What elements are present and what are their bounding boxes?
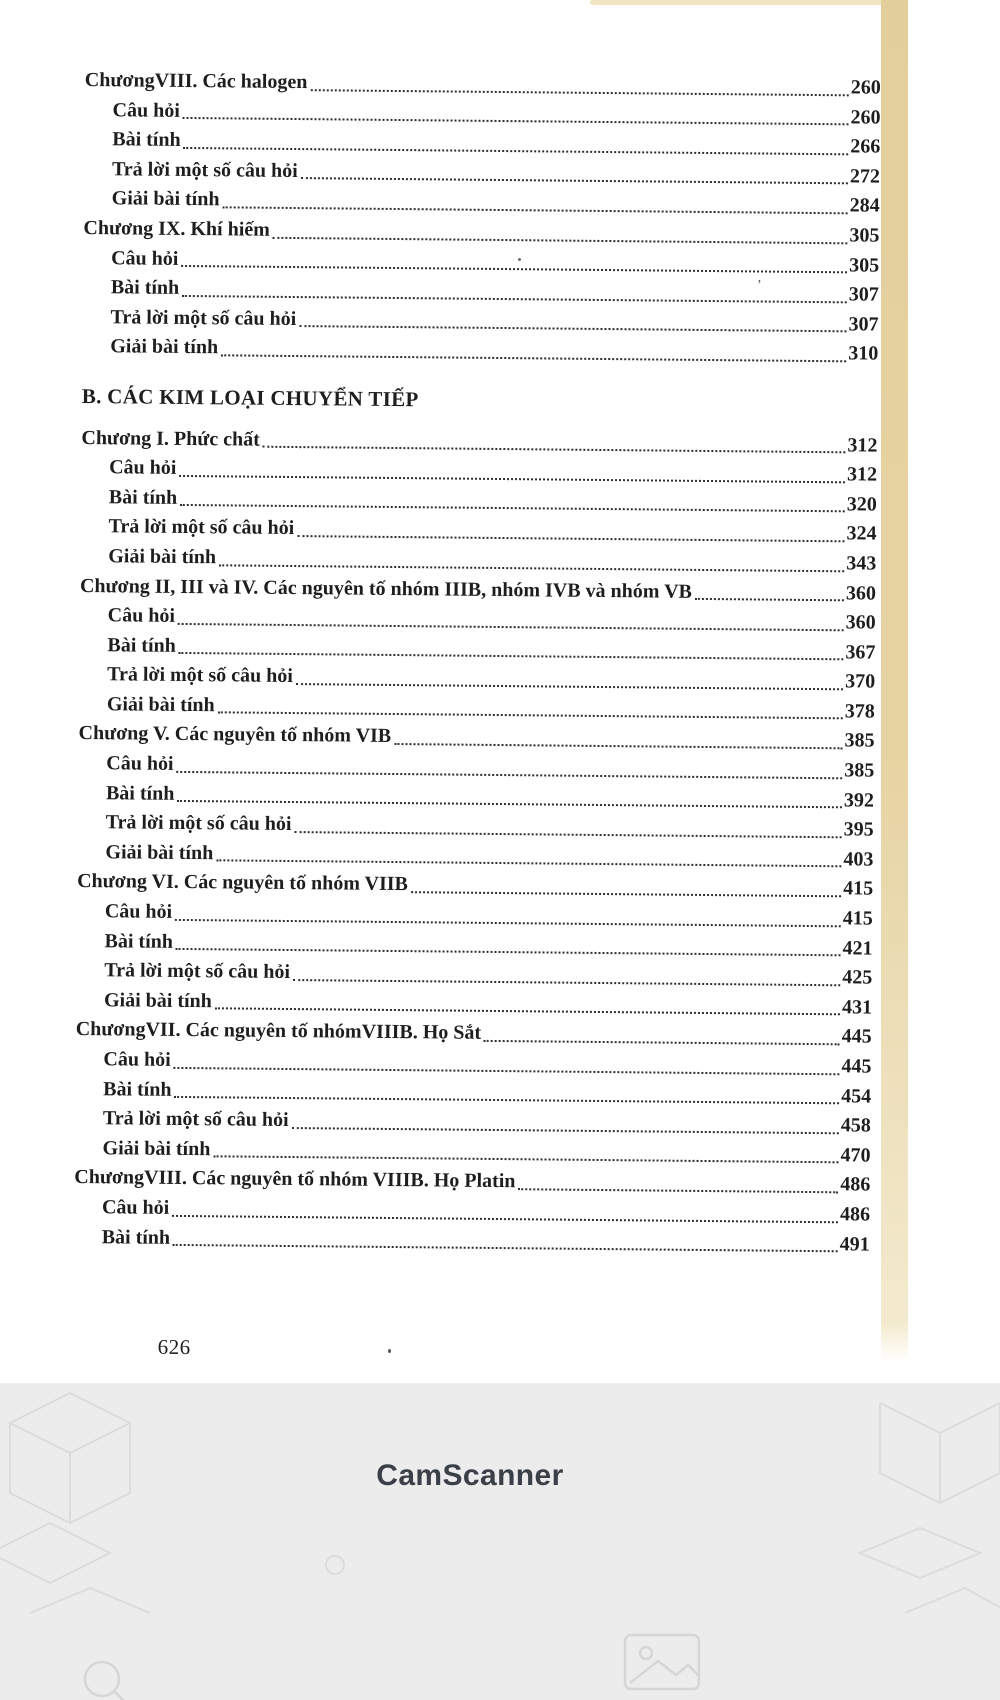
toc-entry-label: Trả lời một số câu hỏi (108, 515, 295, 540)
toc-page-number: 310 (848, 342, 879, 365)
toc-entry-label: Câu hỏi (106, 752, 174, 775)
toc-entry-label: Giải bài tính (110, 335, 219, 359)
toc-page-number: 272 (849, 165, 881, 188)
scan-artifact: ’ (757, 278, 762, 293)
toc-entry-label: Bài tính (112, 128, 181, 152)
section-heading (82, 382, 878, 419)
toc-page-number: 415 (842, 907, 873, 930)
toc-page-number: 266 (850, 135, 881, 158)
paper-edge-right (881, 0, 908, 1362)
toc-entry-label: Trả lời một số câu hỏi (102, 1107, 289, 1132)
toc-entry-label: Chương VI. Các nguyên tố nhóm VIIB (77, 870, 409, 896)
toc-entry-label: Giải bài tính (108, 545, 217, 569)
toc-entry-label: Bài tính (103, 1077, 172, 1101)
paper-edge-top (590, 0, 885, 5)
toc-dots (218, 363, 848, 369)
toc-page-number: 395 (843, 818, 874, 841)
toc-page-number: 486 (840, 1173, 871, 1196)
toc-page-number: 307 (848, 313, 879, 336)
toc-entry-label: Trả lời một số câu hỏi (111, 158, 298, 182)
toc-page-number: 307 (848, 283, 879, 306)
toc-entry-label: Trả lời một số câu hỏi (107, 663, 293, 688)
camscanner-wordmark: CamScanner (376, 1459, 564, 1492)
scan-artifact (388, 1349, 391, 1353)
toc-entry-label: Câu hỏi (111, 246, 179, 270)
toc-page-number: 312 (847, 463, 878, 486)
toc-page-number: 470 (840, 1144, 871, 1167)
toc-page-number: 415 (843, 877, 874, 901)
toc-entry-label: B. CÁC KIM LOẠI CHUYỂN TIẾP (81, 383, 419, 412)
toc-entry-label: Bài tính (107, 633, 176, 657)
toc-page-number: 260 (850, 105, 881, 129)
toc-entry-label: Chương II, III và IV. Các nguyên tố nhóm IIIB, nhóm IVB và nhóm VB (79, 574, 693, 603)
toc-entry (74, 1223, 870, 1260)
toc-entry-label: Bài tính (104, 929, 174, 953)
toc-entry-label: Giải bài tính (102, 1137, 211, 1161)
toc-page-number: 360 (845, 581, 877, 605)
toc-entry-label: Câu hỏi (103, 1048, 171, 1071)
toc-list (74, 66, 881, 1260)
toc-entry-label: Bài tính (105, 781, 175, 805)
toc-page-number: 284 (849, 194, 880, 218)
toc-page-number: 370 (845, 670, 876, 693)
toc-page-number: 458 (840, 1114, 871, 1137)
camscanner-footer (0, 1383, 1000, 1700)
page-number: 626 (157, 1334, 191, 1360)
toc-entry-label: Giải bài tính (111, 187, 220, 211)
toc-page-number: 445 (841, 1025, 872, 1049)
toc-entry-label: Bài tính (108, 485, 178, 509)
table-of-contents (74, 66, 881, 1360)
toc-page-number: 305 (849, 224, 880, 247)
toc-entry-label: Chương IX. Khí hiếm (83, 216, 270, 241)
footer-doodles (0, 1383, 1000, 1700)
toc-page-number: 425 (842, 966, 873, 989)
toc-entry-label: Bài tính (110, 276, 180, 300)
toc-entry (82, 332, 878, 369)
toc-page-number: 367 (845, 641, 876, 664)
toc-entry-label: Trả lời một số câu hỏi (110, 306, 297, 330)
toc-entry-label: Giải bài tính (106, 693, 215, 717)
toc-entry-label: Câu hỏi (112, 98, 180, 122)
toc-entry-label: Bài tính (101, 1225, 171, 1249)
toc-entry-label: ChươngVIII. Các nguyên tố nhóm VIIIB. Họ Platin (74, 1166, 516, 1193)
toc-page-number: 324 (846, 522, 877, 545)
toc-page-number: 421 (842, 936, 873, 960)
toc-entry-label: Câu hỏi (104, 900, 173, 923)
toc-entry-label: ChươngVII. Các nguyên tố nhómVIIIB. Họ Sắt (75, 1018, 482, 1045)
toc-entry-label: Chương I. Phức chất (81, 426, 260, 451)
toc-page-number: 403 (843, 848, 874, 871)
toc-page-number: 392 (843, 788, 875, 812)
toc-page-number: 378 (844, 700, 875, 723)
toc-entry-label: Câu hỏi (109, 456, 177, 480)
toc-page-number: 431 (841, 996, 873, 1019)
toc-dots (170, 1253, 840, 1259)
toc-entry-label: Câu hỏi (101, 1196, 170, 1219)
toc-page-number: 491 (839, 1232, 870, 1256)
toc-entry-label: Trả lời một số câu hỏi (104, 959, 291, 984)
toc-page-number: 305 (849, 253, 880, 277)
toc-page-number: 385 (844, 759, 875, 782)
toc-page-number: 445 (841, 1055, 872, 1078)
scan-artifact (518, 258, 521, 261)
toc-entry-label: Giải bài tính (105, 841, 214, 865)
toc-page-number: 260 (850, 76, 881, 99)
toc-page-number: 343 (846, 552, 877, 575)
toc-entry-label: Giải bài tính (103, 989, 212, 1013)
toc-entry-label: Trả lời một số câu hỏi (105, 811, 292, 836)
toc-page-number: 486 (839, 1203, 871, 1226)
toc-page-number: 360 (845, 611, 876, 634)
toc-page-number: 454 (841, 1084, 872, 1108)
toc-entry-label: Chương V. Các nguyên tố nhóm VIB (78, 722, 392, 748)
toc-page-number: 320 (846, 493, 877, 516)
toc-page-number: 385 (844, 729, 875, 753)
toc-entry-label: Câu hỏi (107, 604, 176, 627)
toc-entry-label: ChươngVIII. Các halogen (84, 68, 308, 94)
toc-page-number: 312 (847, 433, 878, 457)
